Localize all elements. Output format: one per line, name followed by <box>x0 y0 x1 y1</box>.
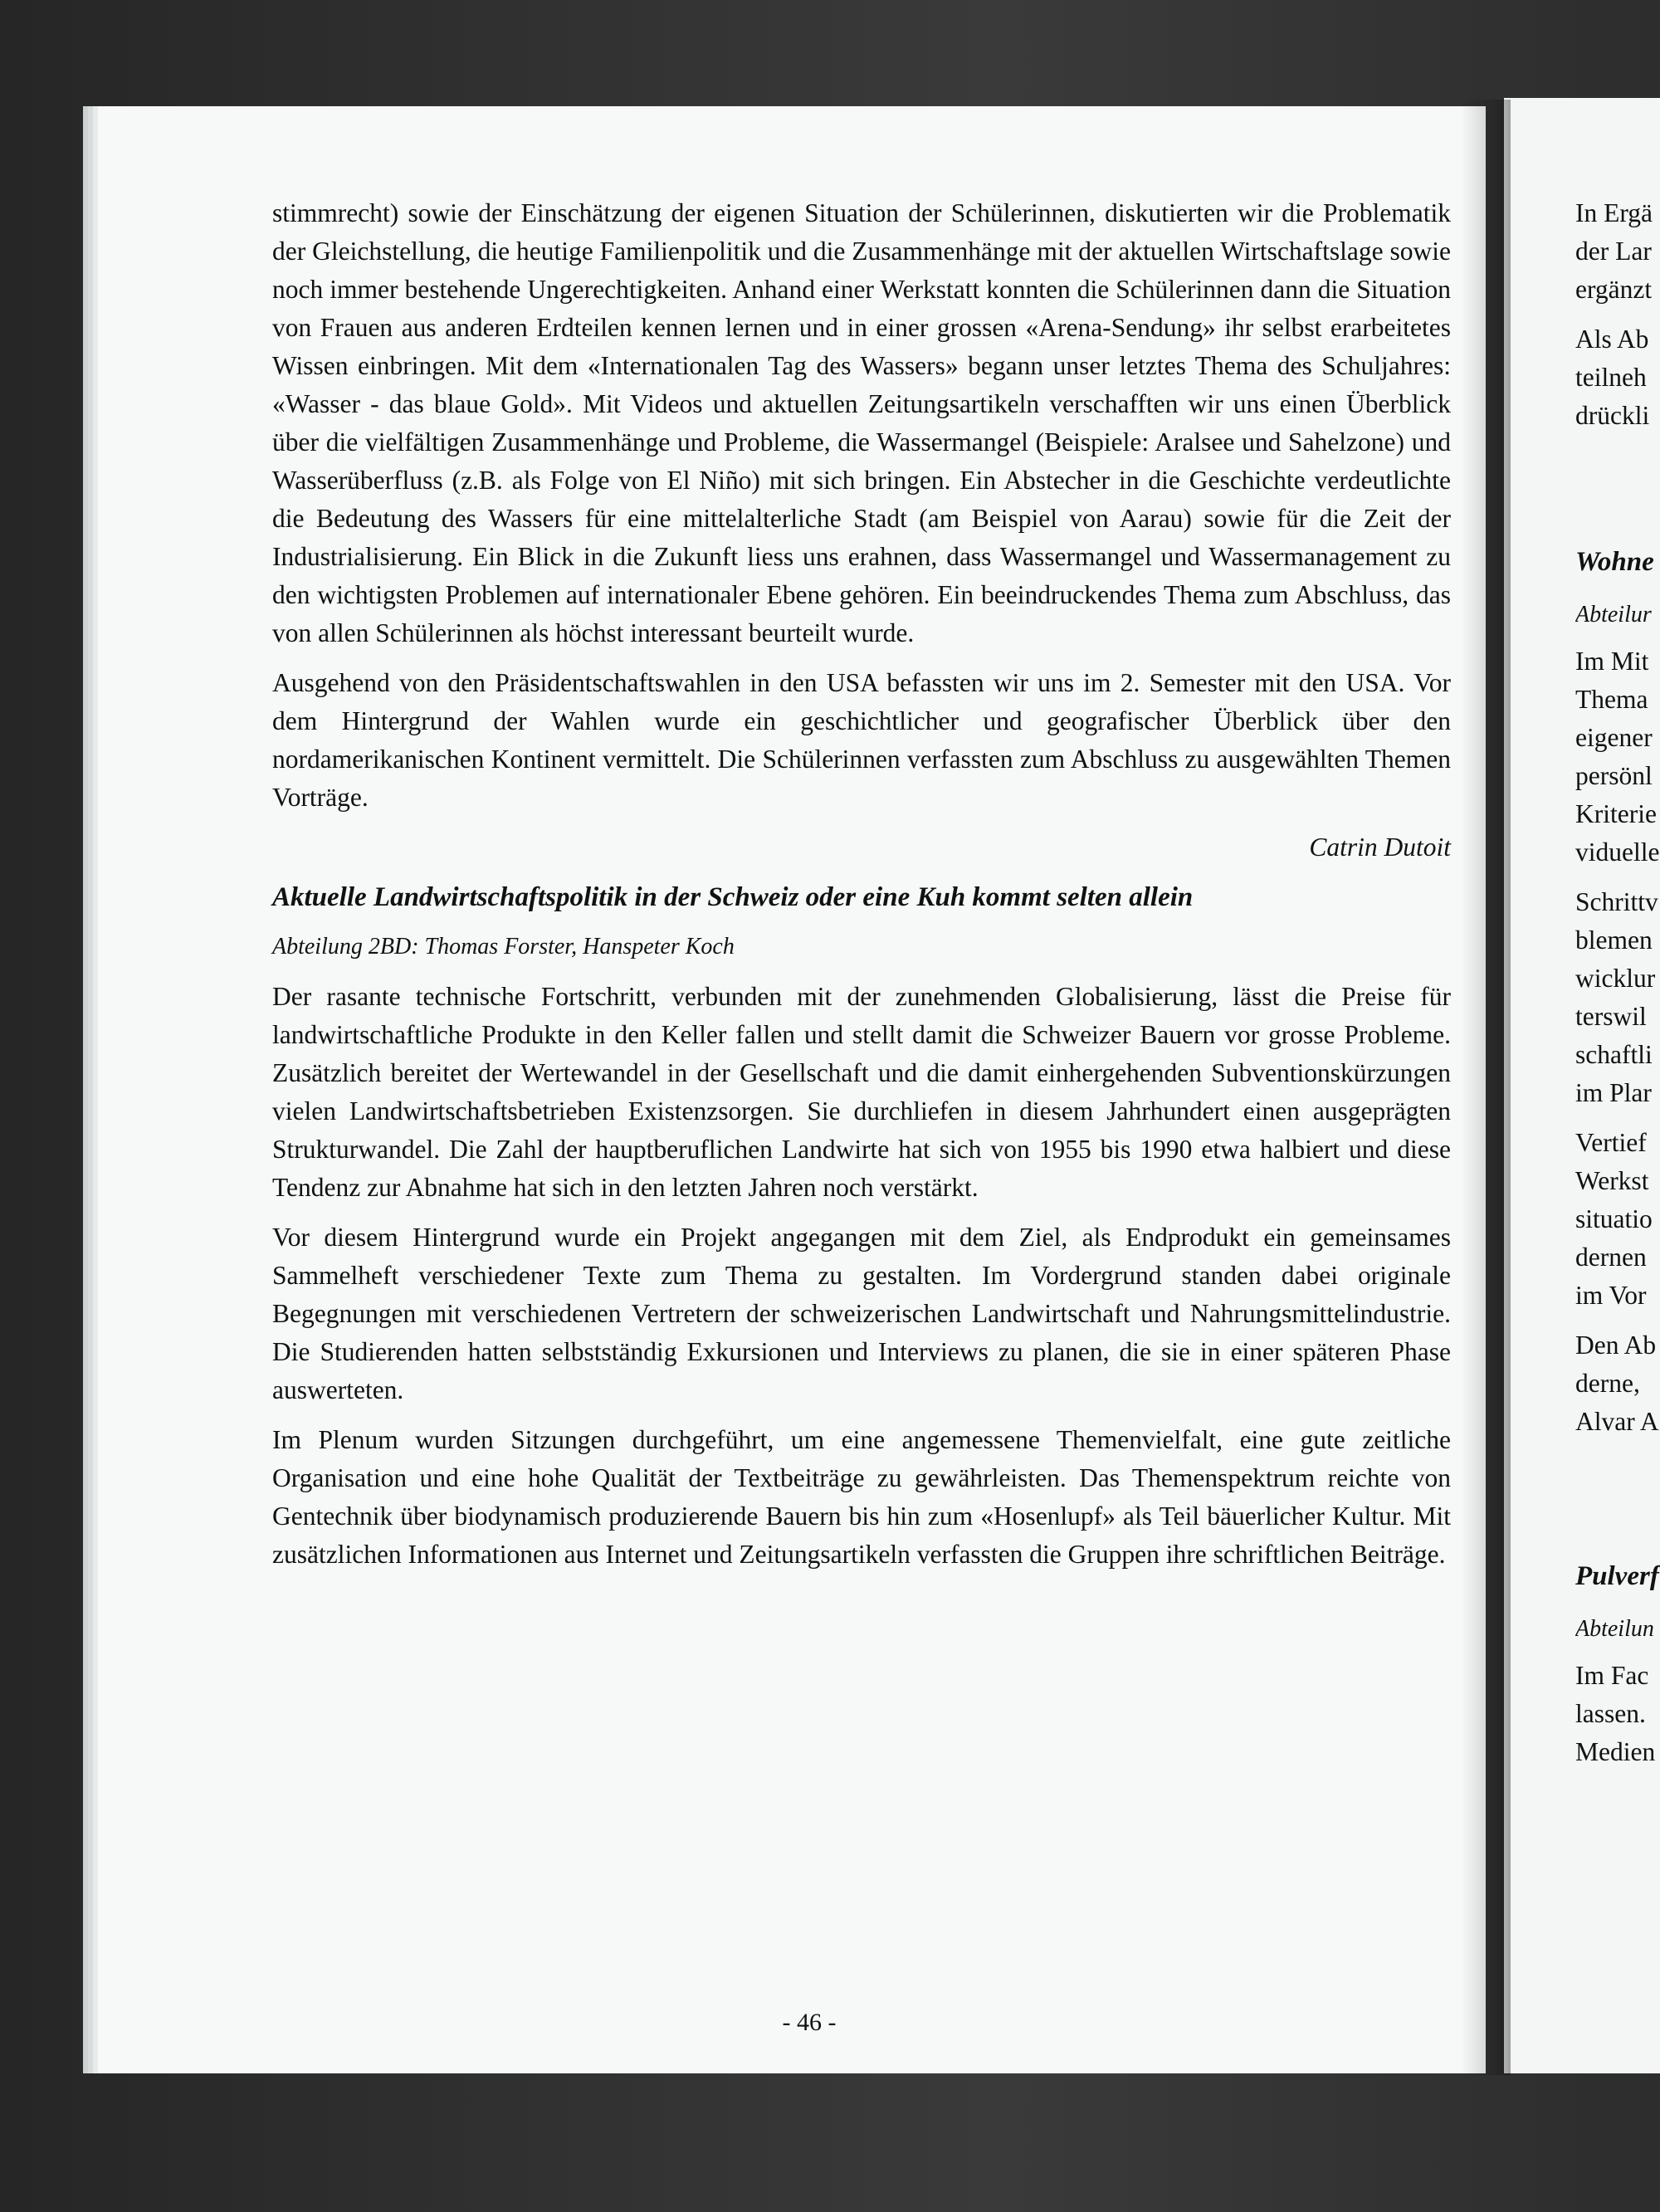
left-page-text-column <box>272 194 1451 1585</box>
right-page-text-fragments <box>1575 194 1660 1783</box>
right-line-fragment: Schrittv <box>1575 887 1658 916</box>
right-line-fragment: wicklur <box>1575 964 1656 993</box>
right-line-fragment: blemen <box>1575 925 1653 955</box>
right-line-fragment: Im Fac <box>1575 1661 1649 1690</box>
right-line-fragment: im Plar <box>1575 1078 1652 1107</box>
right-line-fragment: schaftli <box>1575 1040 1653 1069</box>
right-line-fragment: Alvar A <box>1575 1407 1659 1436</box>
paragraph: Im Plenum wurden Sitzungen durchgeführt, um eine angemessene Themenvielfalt, eine gute zeitliche Organisation und eine hohe Qualität der Textbeiträge zu gewährleisten. Das Themenspektrum reichte von Gentechnik über biodynamisch produzierende Bauern bis hin zum «Hosenlupf» als Teil bäuerlicher Kultur. Mit zusätzlichen Informationen aus Internet und Zeitungsartikeln verfassten die Gruppen ihre schriftlichen Beiträge. <box>272 1425 1451 1569</box>
right-section-subtitle-fragment: Abteilun <box>1575 1616 1654 1642</box>
paragraph: Vor diesem Hintergrund wurde ein Projekt angegangen mit dem Ziel, als Endprodukt ein gemeinsames Sammelheft verschiedener Texte zum Thema zu gestalten. Im Vordergrund standen dabei originale Begegnungen mit verschiedenen Vertretern der schweizerischen Landwirtschaft und Nahrungsmittelindustrie. Die Studierenden hatten selbstständig Exkursionen und Interviews zu planen, die sie in einer späteren Phase auswerteten. <box>272 1223 1451 1404</box>
right-paragraph-fragment <box>1575 320 1660 435</box>
right-line-fragment: teilneh <box>1575 363 1647 392</box>
right-line-fragment: Vertief <box>1575 1128 1647 1157</box>
paragraph: stimmrecht) sowie der Einschätzung der eigenen Situation der Schülerinnen, diskutierten wir die Problematik der Gleichstellung, die heutige Familienpolitik und die Zusammenhänge mit der aktuellen Wirtschaftslage sowie noch immer bestehende Ungerechtigkeiten. Anhand einer Werkstatt konnten die Schülerinnen dann die Situation von Frauen aus anderen Erdteilen kennen lernen und in einer grossen «Arena-Sendung» ihr selbst erarbeitetes Wissen einbringen. Mit dem «Internationalen Tag des Wassers» begann unser letztes Thema des Schuljahres: «Wasser - das blaue Gold». Mit Videos und aktuellen Zeitungsartikeln verschafften wir uns einen Überblick über die vielfältigen Zusammenhänge und Probleme, die Wassermangel (Beispiele: Aralsee und Sahelzone) und Wasserüberfluss (z.B. als Folge von El Niño) mit sich bringen. Ein Abstecher in die Geschichte verdeutlichte die Bedeutung des Wassers für eine mittelalterliche Stadt (am Beispiel von Aarau) sowie für die Zeit der Industrialisierung. Ein Blick in die Zukunft liess uns erahnen, dass Wassermangel und Wassermanagement zu den wichtigsten Problemen auf internationaler Ebene gehören. Ein beeindruckendes Thema zum Abschluss, das von allen Schülerinnen als höchst interessant beurteilt wurde. <box>272 198 1451 647</box>
page-number: - 46 - <box>782 2009 837 2036</box>
right-line-fragment: eigener <box>1575 723 1653 752</box>
right-line-fragment: Medien <box>1575 1737 1656 1766</box>
right-line-fragment: derne, <box>1575 1369 1640 1398</box>
right-line-fragment: drückli <box>1575 401 1650 430</box>
right-line-fragment: Den Ab <box>1575 1331 1657 1360</box>
right-line-fragment: Thema <box>1575 685 1648 714</box>
right-line-fragment: viduelle <box>1575 837 1660 867</box>
right-paragraph-fragment <box>1575 194 1660 309</box>
right-line-fragment: ergänzt <box>1575 275 1653 304</box>
paragraph: Der rasante technische Fortschritt, verbunden mit der zunehmenden Globalisierung, lässt die Preise für landwirtschaftliche Produkte in den Keller fallen und stellt damit die Schweizer Bauern vor grosse Probleme. Zusätzlich bereitet der Wertewandel in der Gesellschaft und die damit einhergehenden Subventionskürzungen vielen Landwirtschaftsbetrieben Existenzsorgen. Sie durchliefen in diesem Jahrhundert einen ausgeprägten Strukturwandel. Die Zahl der hauptberuflichen Landwirte hat sich von 1955 bis 1990 etwa halbiert und diese Tendenz zur Abnahme hat sich in den letzten Jahren noch verstärkt. <box>272 982 1451 1202</box>
right-section-title-fragment: Wohne <box>1575 547 1654 577</box>
right-line-fragment: terswil <box>1575 1002 1647 1031</box>
right-line-fragment: persönl <box>1575 761 1653 790</box>
right-paragraph-fragment <box>1575 1326 1660 1441</box>
right-line-fragment: Kriterie <box>1575 799 1657 828</box>
right-line-fragment: Als Ab <box>1575 325 1649 354</box>
right-line-fragment: Im Mit <box>1575 647 1649 676</box>
book-gutter <box>1461 100 1511 2075</box>
right-line-fragment: dernen <box>1575 1243 1647 1272</box>
author-signature: Catrin Dutoit <box>1309 833 1451 862</box>
section-subtitle: Abteilung 2BD: Thomas Forster, Hanspeter Koch <box>272 934 735 960</box>
right-line-fragment: In Ergä <box>1575 198 1653 227</box>
right-line-fragment: der Lar <box>1575 237 1652 266</box>
right-paragraph-fragment <box>1575 1657 1660 1771</box>
right-paragraph-fragment <box>1575 642 1660 872</box>
right-line-fragment: situatio <box>1575 1204 1653 1233</box>
right-section-subtitle-fragment: Abteilur <box>1575 602 1652 627</box>
section-title: Aktuelle Landwirtschaftspolitik in der Schweiz oder eine Kuh kommt selten allein <box>272 882 1194 912</box>
right-line-fragment: lassen. <box>1575 1699 1646 1728</box>
right-line-fragment: Werkst <box>1575 1166 1649 1195</box>
right-paragraph-fragment <box>1575 1124 1660 1315</box>
right-line-fragment: im Vor <box>1575 1281 1647 1310</box>
right-section-title-fragment: Pulverf <box>1575 1561 1659 1591</box>
paragraph: Ausgehend von den Präsidentschaftswahlen in den USA befassten wir uns im 2. Semester mit den USA. Vor dem Hintergrund der Wahlen wurde ein geschichtlicher und geografischer Überblick über den nordamerikanischen Kontinent vermittelt. Die Schülerinnen verfassten zum Abschluss zu ausgewählten Themen Vorträge. <box>272 668 1451 812</box>
right-paragraph-fragment <box>1575 883 1660 1112</box>
